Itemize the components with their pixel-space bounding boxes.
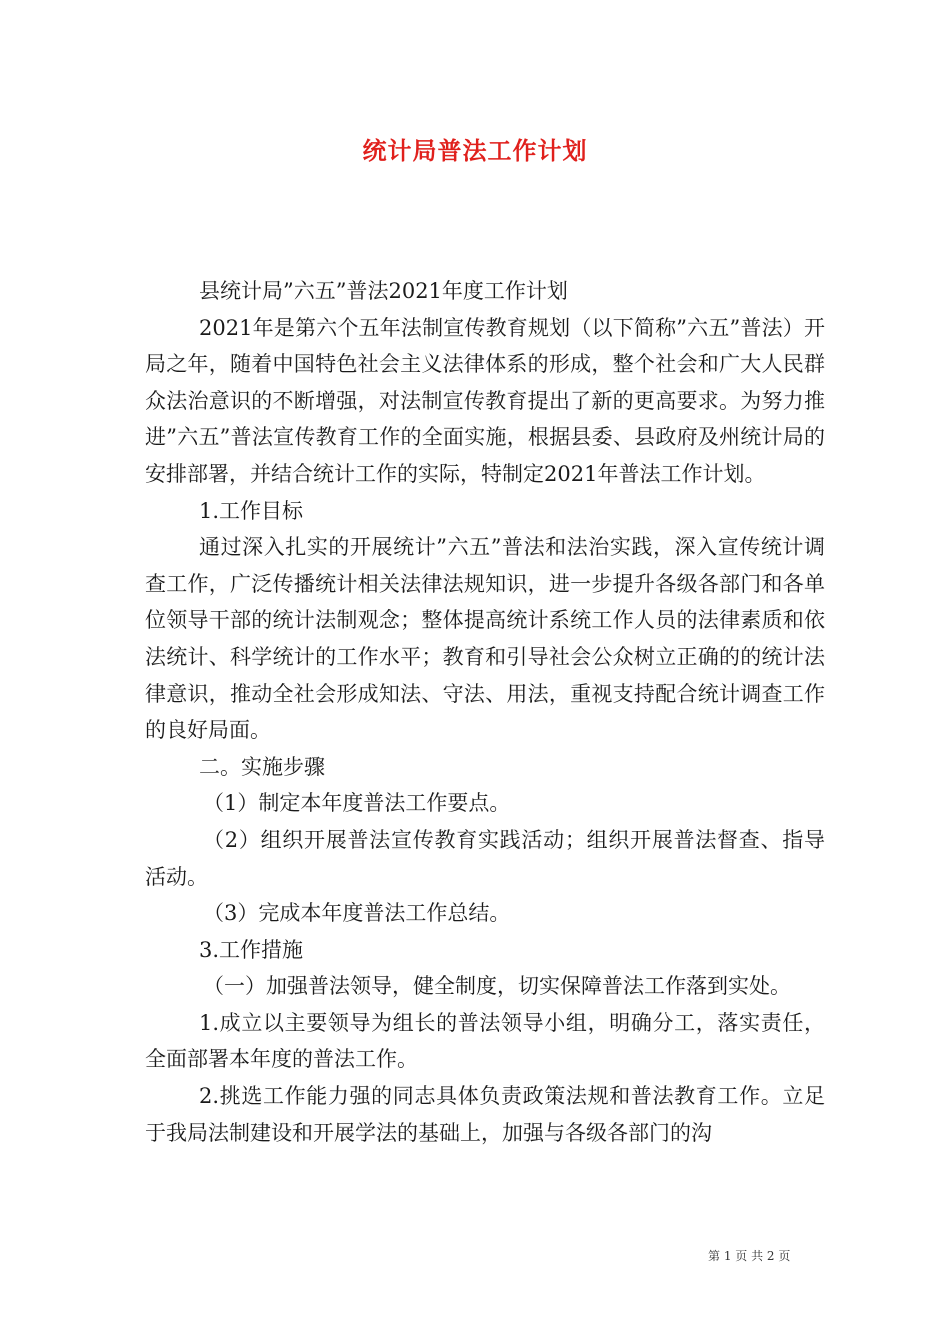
list-item-step-3: （3）完成本年度普法工作总结。 bbox=[203, 901, 511, 926]
list-item-measure-1-1: 1.成立以主要领导为组长的普法领导小组，明确分工，落实责任，全面部署本年度的普法工作。 bbox=[145, 1010, 825, 1072]
list-item-measure-1-2: 2.挑选工作能力强的同志具体负责政策法规和普法教育工作。立足于我局法制建设和开展学法的基础上，加强与各级各部门的沟 bbox=[145, 1084, 825, 1145]
heading-work-goal: 1.工作目标 bbox=[199, 498, 304, 523]
paragraph-measure-1: （一）加强普法领导，健全制度，切实保障普法工作落到实处。 bbox=[203, 974, 791, 999]
heading-work-measures: 3.工作措施 bbox=[199, 937, 304, 962]
paragraph-intro: 2021年是第六个五年法制宣传教育规划（以下简称”六五”普法）开局之年，随着中国特色社会主义法律体系的形成，整个社会和广大人民群众法治意识的不断增强，对法制宣传教育提出了新的更高要求。为努力推进”六五”普法宣传教育工作的全面实施，根据县委、县政府及州统计局的安排部署，并结合统计工作的实际，特制定2021年普法工作计划。 bbox=[145, 315, 825, 486]
document-title: 统计局普法工作计划 bbox=[362, 136, 588, 165]
list-item-step-2: （2）组织开展普法宣传教育实践活动；组织开展普法督查、指导活动。 bbox=[145, 827, 825, 889]
page-number-footer: 第 1 页 共 2 页 bbox=[708, 1249, 791, 1263]
paragraph-work-goal: 通过深入扎实的开展统计”六五”普法和法治实践，深入宣传统计调查工作，广泛传播统计相关法律法规知识，进一步提升各级各部门和各单位领导干部的统计法制观念；整体提高统计系统工作人员的法律素质和依法统计、科学统计的工作水平；教育和引导社会公众树立正确的的统计法律意识，推动全社会形成知法、守法、用法，重视支持配合统计调查工作的良好局面。 bbox=[145, 535, 825, 743]
paragraph-subtitle: 县统计局”六五”普法2021年度工作计划 bbox=[199, 279, 568, 303]
document-body bbox=[145, 273, 825, 1151]
list-item-step-1: （1）制定本年度普法工作要点。 bbox=[203, 791, 511, 816]
heading-implementation-steps: 二。实施步骤 bbox=[199, 754, 325, 779]
